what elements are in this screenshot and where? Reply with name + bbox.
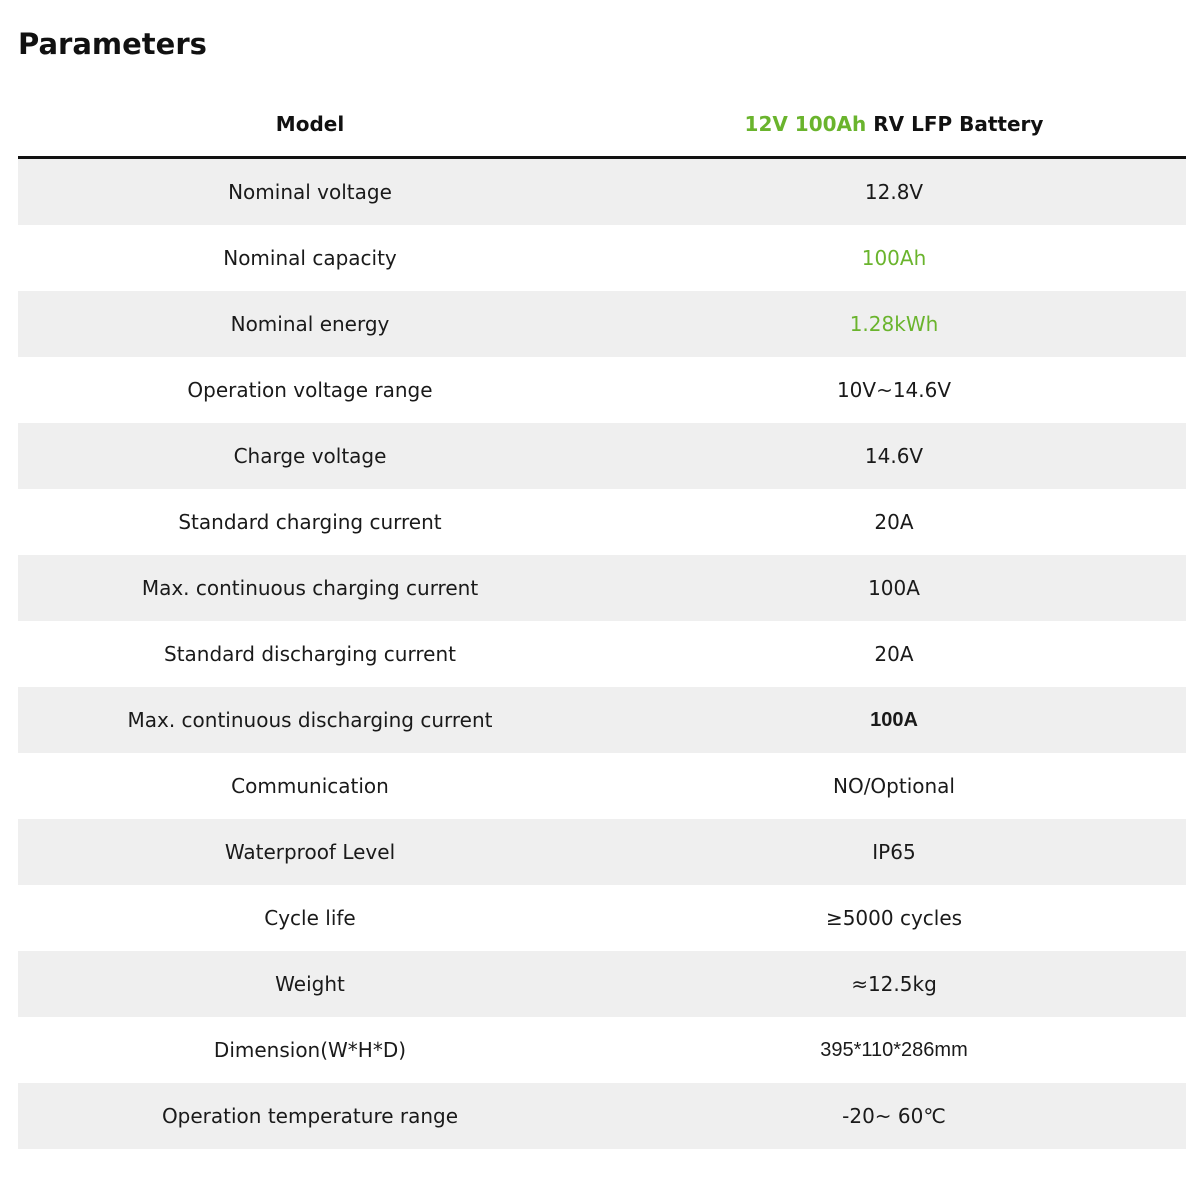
row-value: 14.6V <box>602 423 1186 489</box>
table-row <box>18 1083 1186 1149</box>
table-row <box>18 885 1186 951</box>
row-label: Nominal energy <box>18 291 602 357</box>
row-value: 100A <box>602 687 1186 753</box>
row-label: Operation temperature range <box>18 1083 602 1149</box>
table-row <box>18 423 1186 489</box>
header-model-label: Model <box>18 92 602 158</box>
row-label: Max. continuous discharging current <box>18 687 602 753</box>
row-value: -20~ 60℃ <box>602 1083 1186 1149</box>
row-label: Operation voltage range <box>187 378 433 402</box>
table-row <box>18 951 1186 1017</box>
header-model-accent: 12V 100Ah <box>744 112 867 136</box>
row-label: Dimension(W*H*D) <box>213 1038 407 1062</box>
header-model-rest: RV LFP Battery <box>866 112 1044 136</box>
table-header-row <box>18 92 1186 158</box>
row-label: Communication <box>231 774 389 798</box>
row-label: Weight <box>18 951 602 1017</box>
table-row <box>18 621 1186 687</box>
table-row <box>18 489 1186 555</box>
row-label: Nominal voltage <box>18 158 602 226</box>
row-value: 100A <box>602 555 1186 621</box>
table-row <box>18 687 1186 753</box>
row-value: 12.8V <box>602 158 1186 226</box>
row-value: 395*110*286mm <box>820 1038 968 1061</box>
row-label: Waterproof Level <box>18 819 602 885</box>
table-row <box>18 753 1186 819</box>
row-label: Cycle life <box>264 906 356 930</box>
header-model-value <box>602 92 1186 158</box>
table-row <box>18 225 1186 291</box>
table-row <box>18 158 1186 226</box>
row-value: ≈12.5kg <box>602 951 1186 1017</box>
row-label: Standard discharging current <box>164 642 456 666</box>
row-value: 100Ah <box>861 246 927 270</box>
row-value: ≥5000 cycles <box>825 906 963 930</box>
table-row <box>18 555 1186 621</box>
table-row <box>18 1017 1186 1083</box>
row-value: NO/Optional <box>832 774 955 798</box>
table-row <box>18 291 1186 357</box>
row-value: 20A <box>874 642 914 666</box>
row-label: Max. continuous charging current <box>18 555 602 621</box>
row-label: Standard charging current <box>178 510 442 534</box>
table-row <box>18 357 1186 423</box>
row-value: 1.28kWh <box>602 291 1186 357</box>
row-value: 10V~14.6V <box>836 378 952 402</box>
page-title: Parameters <box>18 27 207 61</box>
table-row <box>18 819 1186 885</box>
row-label: Charge voltage <box>18 423 602 489</box>
row-value: 20A <box>874 510 914 534</box>
row-value: IP65 <box>602 819 1186 885</box>
parameters-table <box>18 92 1186 1149</box>
row-label: Nominal capacity <box>223 246 397 270</box>
